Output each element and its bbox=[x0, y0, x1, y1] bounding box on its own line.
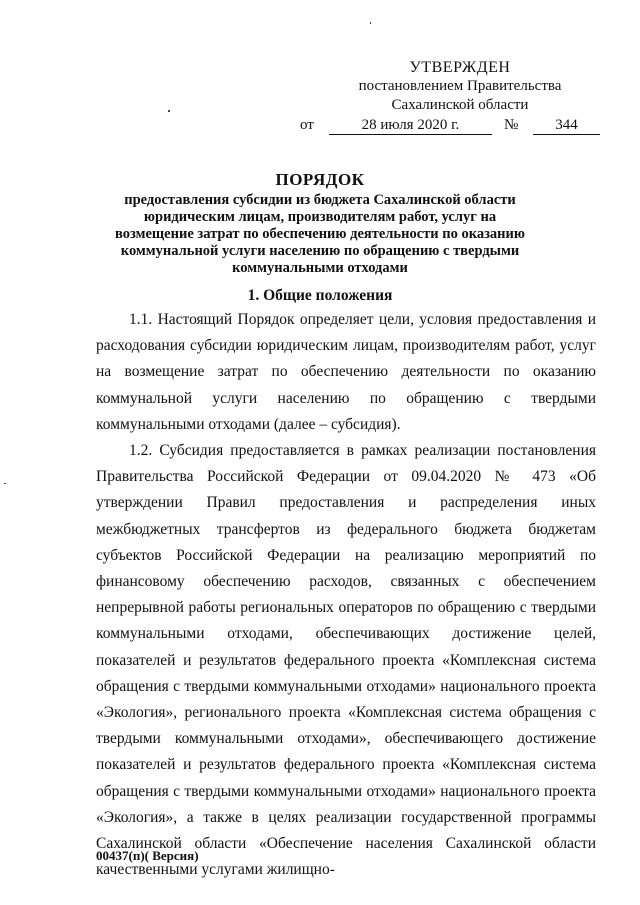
approval-date-line bbox=[300, 116, 600, 135]
approval-line-1: постановлением Правительства bbox=[358, 78, 562, 94]
document-title: ПОРЯДОК bbox=[275, 170, 365, 189]
scan-speck bbox=[370, 22, 371, 24]
approval-number: 344 bbox=[533, 116, 600, 135]
footer-code: 00437(п)( Версия) bbox=[96, 848, 199, 863]
scan-speck bbox=[4, 483, 6, 484]
number-label: № bbox=[503, 117, 519, 133]
approval-title: УТВЕРЖДЕН bbox=[409, 59, 511, 76]
approval-block bbox=[300, 58, 600, 135]
paragraph-1-1: 1.1. Настоящий Порядок определяет цели, условия предоставления и расходования субсидии юридическим лицам, производителям работ, услуг на возмещение затрат по обеспечению деятельности по оказанию коммунальной услуги населению по обращению с твердыми коммунальными отходами (далее – субсидия). bbox=[96, 311, 596, 433]
section-title: 1. Общие положения bbox=[247, 287, 393, 304]
section-body bbox=[96, 307, 596, 883]
scan-speck bbox=[168, 110, 170, 112]
paragraph-1-2: 1.2. Субсидия предоставляется в рамках реализации постановления Правительства Российской Федерации от 09.04.2020 № 473 «Об утверждении Правил предоставления и распределения иных межбюджетных трансфертов из федерального бюджета бюджетам субъектов Российской Федерации на реализацию мероприятий по финансовому обеспечению расходов, связанных с обеспечением непрерывной работы региональных операторов по обращению с твердыми коммунальными отходами, обеспечивающих достижение целей, показателей и результатов федерального проекта «Комплексная система обращения с твердыми коммунальными отходами» национального проекта «Экология», регионального проекта «Комплексная система обращения с твердыми коммунальными отходами», обеспечивающего достижение показателей и результатов федерального проекта «Комплексная система обращения с твердыми коммунальными отходами» национального проекта «Экология», а также в целях реализации государственной программы Сахалинской области «Обеспечение населения Сахалинской области качественными услугами жилищно- bbox=[96, 442, 596, 879]
from-label: от bbox=[300, 117, 314, 133]
document-subtitle: предоставления субсидии из бюджета Сахалинской области юридическим лицам, производителям работ, услуг на возмещение затрат по обеспечению деятельности по оказанию коммунальной услуги населению по обращению с твердыми коммунальными отходами bbox=[115, 192, 525, 276]
approval-line-2: Сахалинской области bbox=[391, 97, 529, 113]
approval-date: 28 июля 2020 г. bbox=[329, 116, 492, 135]
